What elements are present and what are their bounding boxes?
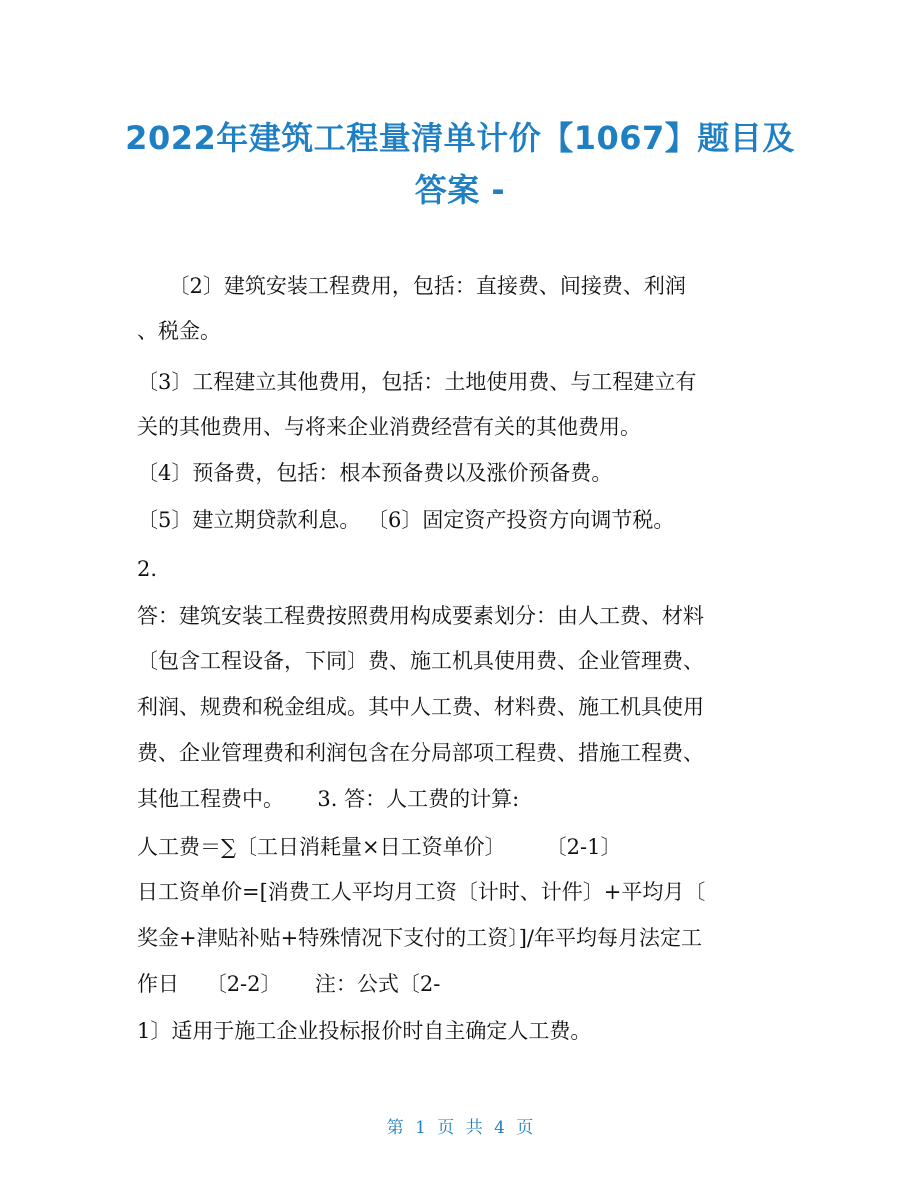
paragraph-line: 日工资单价=[消费工人平均月工资〔计时、计件〕+平均月〔 — [137, 880, 706, 904]
title-line-2: 答案 - — [414, 171, 506, 209]
paragraph-line: 〔包含工程设备，下同〕费、施工机具使用费、企业管理费、 — [137, 649, 704, 673]
paragraph-line: 〔3〕工程建立其他费用，包括：土地使用费、与工程建立有 — [137, 370, 697, 394]
title-line-1: 2022年建筑工程量清单计价【1067】题目及 — [125, 119, 795, 157]
paragraph-line: 关的其他费用、与将来企业消费经营有关的其他费用。 — [137, 415, 641, 439]
paragraph-line: 利润、规费和税金组成。其中人工费、材料费、施工机具使用 — [137, 695, 704, 719]
page-title — [60, 112, 860, 216]
paragraph-line: 〔2〕建筑安装工程费用，包括：直接费、间接费、利润 — [137, 274, 686, 298]
paragraph-line: 费、企业管理费和利润包含在分局部项工程费、措施工程费、 — [137, 741, 704, 765]
paragraph-line: 〔4〕预备费，包括：根本预备费以及涨价预备费。 — [137, 461, 613, 485]
paragraph-line: 、税金。 — [137, 319, 221, 343]
paragraph-line: 人工费＝∑〔工日消耗量×日工资单价〕 〔2-1〕 — [137, 835, 622, 859]
paragraph-line: 其他工程费中。 3. 答：人工费的计算: — [137, 787, 520, 811]
paragraph-line: 〔5〕建立期贷款利息。 〔6〕固定资产投资方向调节税。 — [137, 508, 675, 532]
page-number: 第 1 页 共 4 页 — [386, 1118, 534, 1138]
paragraph-line: 奖金+津贴补贴+特殊情况下支付的工资〕]/年平均每月法定工 — [137, 926, 702, 950]
paragraph-line: 2. — [137, 557, 158, 581]
paragraph-line: 1〕适用于施工企业投标报价时自主确定人工费。 — [137, 1019, 592, 1043]
paragraph-line: 作日 〔2-2〕 注：公式〔2- — [137, 972, 441, 996]
paragraph-line: 答：建筑安装工程费按照费用构成要素划分：由人工费、材料 — [137, 604, 704, 628]
